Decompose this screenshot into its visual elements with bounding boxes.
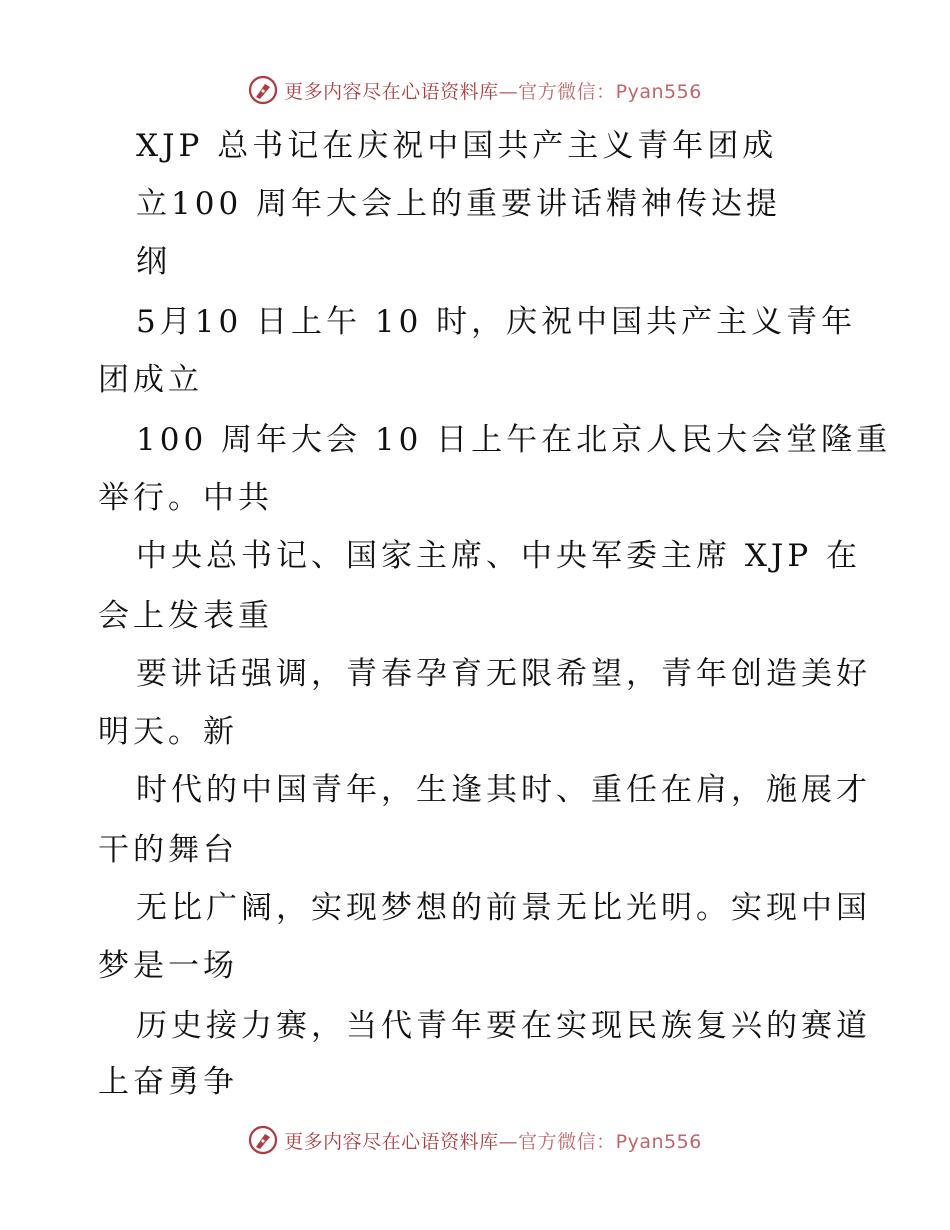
doc-line: 时代的中国青年，生逢其时、重任在肩，施展才 <box>136 772 871 808</box>
banner-separator: — <box>498 1130 519 1153</box>
doc-line: 上奋勇争 <box>98 1064 238 1100</box>
doc-line: 要讲话强调，青春孕育无限希望，青年创造美好 <box>136 656 871 692</box>
doc-line: 5月10 日上午 10 时，庆祝中国共产主义青年 <box>136 304 857 340</box>
banner-wechat: 官方微信：Pyan556 <box>518 80 702 103</box>
doc-line: 明天。新 <box>98 714 238 750</box>
banner-wechat: 官方微信：Pyan556 <box>518 1130 702 1153</box>
doc-line: 历史接力赛，当代青年要在实现民族复兴的赛道 <box>136 1008 871 1044</box>
banner-title: 更多内容尽在心语资料库 <box>284 1130 499 1153</box>
doc-line: XJP 总书记在庆祝中国共产主义青年团成 <box>136 128 778 164</box>
doc-line: 100 周年大会 10 日上午在北京人民大会堂隆重 <box>136 422 892 458</box>
doc-line: 立100 周年大会上的重要讲话精神传达提 <box>136 186 782 222</box>
pen-nib-icon <box>248 1125 278 1155</box>
banner-title: 更多内容尽在心语资料库 <box>284 80 499 103</box>
doc-line: 无比广阔，实现梦想的前景无比光明。实现中国 <box>136 890 871 926</box>
doc-line: 梦是一场 <box>98 948 238 984</box>
doc-line: 干的舞台 <box>98 832 238 868</box>
footer-watermark-banner <box>0 1120 950 1160</box>
doc-line: 举行。中共 <box>98 480 273 516</box>
banner-separator: — <box>498 80 519 103</box>
footer-banner-text <box>284 1127 702 1154</box>
doc-line: 纲 <box>136 244 171 280</box>
doc-line: 中央总书记、国家主席、中央军委主席 XJP 在 <box>136 538 862 574</box>
doc-line: 会上发表重 <box>98 598 273 634</box>
doc-line: 团成立 <box>98 362 203 398</box>
